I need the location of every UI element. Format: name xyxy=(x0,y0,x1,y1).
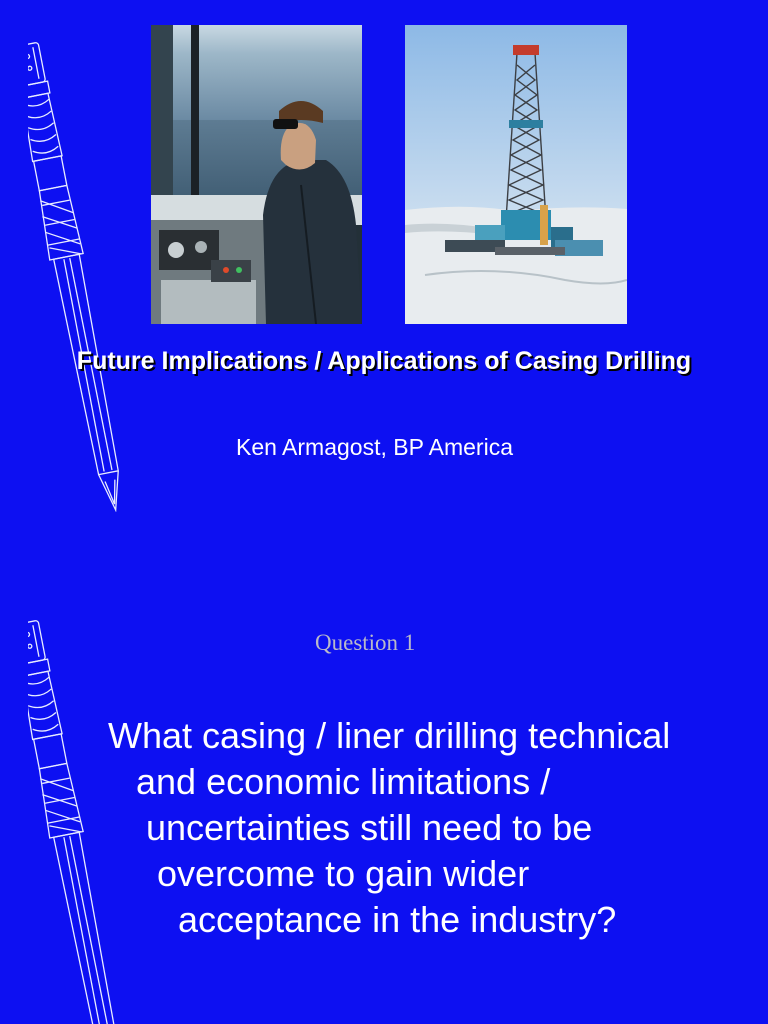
rig-operator-photo xyxy=(151,25,362,324)
question-line-2: and economic limitations / xyxy=(136,761,551,802)
question-line-1: What casing / liner drilling technical xyxy=(108,715,671,756)
presentation-title: Future Implications / Applications of Casing Drilling xyxy=(76,347,692,375)
presenter-name: Ken Armagost, BP America xyxy=(236,434,513,460)
casing-drill-illustration xyxy=(28,34,138,512)
question-slide xyxy=(0,512,768,1024)
question-line-4: overcome to gain wider xyxy=(157,853,530,894)
casing-drill-illustration xyxy=(28,612,138,1024)
question-line-3: uncertainties still need to be xyxy=(146,807,593,848)
question-number: Question 1 xyxy=(315,630,416,655)
drilling-rig-photo xyxy=(405,25,627,324)
question-line-5: acceptance in the industry? xyxy=(178,899,617,940)
